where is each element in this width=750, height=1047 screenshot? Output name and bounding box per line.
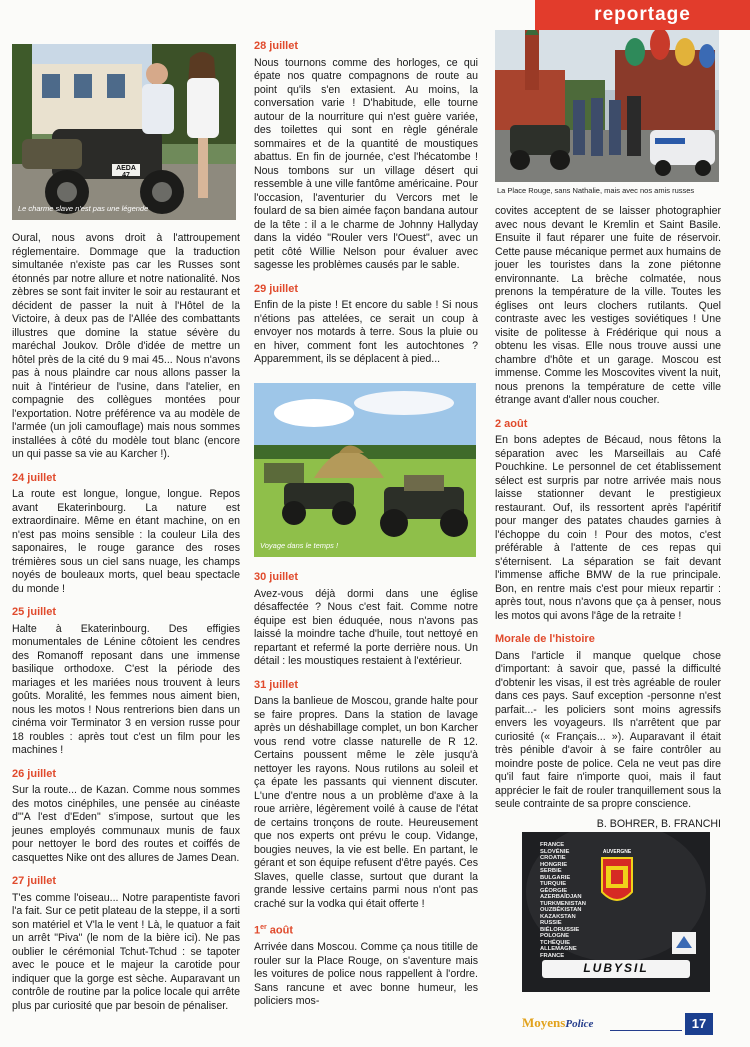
country-item: GÉORGIE <box>540 887 568 894</box>
photo-caption: La Place Rouge, sans Nathalie, mais avec nos amis russes <box>497 186 695 195</box>
paragraph: Dans la banlieue de Moscou, grande halte pour se faire propres. Dans la station de lavage après un déshabillage complet, un bon Karcher vous rend votre classe naturelle de R 12. Certains poussent même le zèle jusqu'à nettoyer les rayons. Nous rutilons au soleil et ça épate les passants qui viennent discuter. L'une d'entre nous a un problème d'axe à la roue arrière, légèrement voilé à cause de l'état de certains tronçons de route. Heureusement que nos experts ont prévu le coup. Vidange, bougies neuves, la vie est belle. En partant, le gérant et son équipe refusent d'être payés. Ces Slaves, quelle classe, surtout que durant la grande lessive certains parmi nous n'ont pas craché sur la vodka qui était offerte ! <box>254 695 478 910</box>
country-item: BIÉLORUSSIE <box>540 926 580 933</box>
date-heading: 29 juillet <box>254 282 299 295</box>
photo-sidecar-women-image <box>12 44 236 220</box>
page-number: 17 <box>685 1013 713 1035</box>
author-signature: B. BOHRER, B. FRANCHI <box>596 817 721 830</box>
section-rubric: reportage <box>535 0 750 30</box>
paragraph: En bons adeptes de Bécaud, nous fêtons la séparation avec les Marseillais au Café Pouchkine. Le personnel de cet établissement sélect est surpris par notre arrivée mais nous laisse stationner devant le prestigieux restaurant. Ouf, ils ressortent après l'apéritif pour manger des patates chaudes garnies à l'échoppe du coin ! Pour des motos, c'est préférable à l'attente de ces repas qui s'éternisent. La séparation se fait devant l'immense affiche BMW de la rue principale. Bon, en rentre mais c'est pour mieux repartir : après tout, nous n'avons que ça à penser, nous les motos qui avons l'âge de la retraite ! <box>495 434 721 622</box>
paragraph: Nous tournons comme des horloges, ce qui épate nos quatre compagnons de route au point qu'ils s'en extasient. Au moins, la conversation varie ! D'habitude, elle tourne autour de la nourriture qui n'est guère variée, des toilettes qui sont en règle générale sommaires et de la quantité de moustiques abattus. En fin de journée, c'est l'hécatombe ! Nous tombons sur un village désert qui ressemble à une ville fantôme américaine. Pour l'occasion, l'aventurier du Vercors met le foulard de sa bien aimée façon bandana autour de la tête : il a le charme de Johnny Hallyday dans la vidéo "Rouler vers l'Ouest", avec un petit côté Willie Nelson pour évaluer avec sagesse les problèmes causés par le sable. <box>254 56 478 271</box>
paragraph: Enfin de la piste ! Et encore du sable ! Si nous n'étions pas attelées, ce serait un coup à envoyer nos motards à terre. Sous la pluie ou en hiver, comment font les autochtones ? Apparemment, ils se déplacent à pied... <box>254 299 478 365</box>
date-heading: 24 juillet <box>12 471 57 484</box>
date-heading: 28 juillet <box>254 40 299 52</box>
paragraph: covites acceptent de se laisser photographier avec nous devant le Kremlin et Saint Basile. Ensuite il faut réparer une fuite de réservoir. Cette pause mécanique permet aux humains de jouer les touristes dans la zone piétonne environnante. La brèche colmatée, nous prenons la température de la ville. Toutes les églises ont leurs clochers rutilants. Quel contraste avec les vestiges soviétiques ! Une visite de politesse à Frédérique qui nous a obtenu les visas. Elle nous trouve aussi une chambre d'hôte et un garage. Moscou est immense. Comme les Moscovites vivent la nuit, nous prenons la température de cette ville étrange avant d'aller nous coucher. <box>495 205 721 406</box>
country-item: TURQUIE <box>540 881 567 887</box>
country-item: POLOGNE <box>540 933 569 939</box>
sticker-country-list <box>540 842 610 959</box>
country-item: FRANCE <box>540 952 565 959</box>
photo-hay-field-image <box>254 383 476 557</box>
country-item: HONGRIE <box>540 861 568 868</box>
article-column-1 <box>12 232 240 1015</box>
paragraph: Arrivée dans Moscou. Comme ça nous titille de rouler sur la Place Rouge, on s'aventure mais les voitures de police nous rappellent à l'ordre. Sans rancune et avec bonne humeur, les policiers mos- <box>254 941 478 1008</box>
section-heading: Morale de l'histoire <box>495 633 595 645</box>
footer-divider <box>610 1030 682 1031</box>
article-column-2-lower <box>254 561 478 1011</box>
photo-caption: Le charme slave n'est pas une légende <box>18 204 149 213</box>
brand-label: LUBYSIL <box>583 961 649 975</box>
date-heading: 27 juillet <box>12 875 57 887</box>
date-heading: 31 juillet <box>254 678 299 691</box>
photo-red-square-image <box>495 30 719 182</box>
article-column-2 <box>254 32 478 369</box>
photo-caption: Voyage dans le temps ! <box>260 541 339 550</box>
article-column-3 <box>495 205 721 831</box>
paragraph: Halte à Ekaterinbourg. Des effigies monumentales de Lénine côtoient les cendres des Romanoff reposant dans une immense basilique orthodoxe. C'est la période des mariages et les mariées nous trouvent à leurs goûts. Moralité, les femmes nous aiment bien, nous les motos ! Nous rentrerions bien dans un cinéma voir Terminator 3 en version russe pour 18 roubles : après tout c'est un film pour les machines ! <box>12 622 240 756</box>
paragraph: T'es comme l'oiseau... Notre parapentiste favori l'a fait. Sur ce petit plateau de la steppe, il a sorti son matériel et V'la le vent ! Là, le quatuor a fait un arrêt "Piva" (le nom de la bière ici). Ne pas oublier le cérémonial Tchut-Tchud : se tapoter avec le pouce et le majeur la carotide pour indiquer que la gorge est sèche. Auparavant un contrôle de routine par la police locale qui arrête plus par curiosité que par besoin de pénaliser. <box>12 891 240 1012</box>
date-heading: 25 juillet <box>12 606 57 618</box>
country-item: AZERBAÏDJAN <box>540 894 582 900</box>
paragraph: Oural, nous avons droit à l'attroupement réglementaire. Dommage que la traduction simultanée n'existe pas car les Russes sont étonnés par notre allure et notre nationalité. Nos zèbres se sont fait inviter le soir au restaurant et décident de passer la nuit à l'Hôtel de la Victoire, à deux pas de l'Allée des combattants illustres que domine la statue sévère du maréchal Joukov. Drôle d'idée de mettre un hôtel près de la cité du 9 mai 45... Nous n'avons pas à nous plaindre car nous allons passer la nuit à l'intérieur de l'usine, dans l'atelier, en compagnie des collègues montées pour l'exportation. Notre préférence va au modèle de l'armée (un joli camouflage) mais nous sommes installées à côté du modèle tout blanc (encore un qui passe sa vie au Karcher !). <box>12 232 240 460</box>
country-item: CROATIE <box>540 855 566 861</box>
country-item: RUSSIE <box>540 920 562 926</box>
photo-sidecar-sticker <box>522 832 710 992</box>
photo-red-square <box>495 30 719 182</box>
paragraph: Avez-vous déjà dormi dans une église désaffectée ? Nous c'est fait. Comme notre équipe est bien éduquée, nous n'avons pas laissé la moindre tache d'huile, tout nettoyé en repartant et refermé la porte derrière nous. Un détail : les moustiques restaient à l'extérieur. <box>254 587 478 667</box>
region-label: AUVERGNE <box>602 849 632 855</box>
country-item: SERBIE <box>540 868 562 874</box>
country-item: OUZBÉKISTAN <box>540 907 582 913</box>
date-heading: 2 août <box>495 417 528 430</box>
photo-sidecar-women <box>12 44 236 220</box>
paragraph: Sur la route... de Kazan. Comme nous sommes des motos cinéphiles, une pensée au cinéaste d'"A l'est d'Eden" s'impose, surtout que les jeunes employés communaux munis de faux pour nettoyer le bord des routes et coiffés de casquettes Nike ont des allures de James Dean. <box>12 784 240 864</box>
date-heading: 1er août <box>254 924 294 937</box>
country-item: ALLEMAGNE <box>540 946 577 952</box>
country-item: BULGARIE <box>540 874 571 881</box>
paragraph: La route est longue, longue, longue. Repos avant Ekaterinbourg. La nature est extraordinaire. Même en étant machine, on en n'est pas moins sensible : la couleur Lila des saponaires, le rouge garance des roses trémières sous un ciel sans nuage, les champs noyés de bouleaux morts, quel beau spectacle du monde ! <box>12 488 240 595</box>
date-heading: 30 juillet <box>254 571 299 583</box>
paragraph: Dans l'article il manque quelque chose d'important: à savoir que, passé la difficulté d'obtenir les visas, il est très agréable de rouler dans ces pays. Sauf exception -personne n'est parfait...- les policiers sont moins agressifs envers les voyageurs. Ils n'arrêtent que par curiosité (« Français... »). Auparavant il était très pénible d'avoir à se faire contrôler au moindre poste de police. Cela ne veut pas dire qu'il faut faire n'importe quoi, mais il faut apprécier le fait de rouler tranquillement sous la seule contrainte de sa propre conscience. <box>495 649 721 810</box>
date-heading: 26 juillet <box>12 767 57 780</box>
license-plate: AEDA 47 <box>116 165 136 179</box>
country-item: TURKMENISTAN <box>540 900 586 907</box>
country-item: SLOVÉNIE <box>540 848 570 855</box>
magazine-logo: MoyensPolice <box>522 1015 594 1030</box>
country-item: TCHÉQUIE <box>540 939 570 946</box>
country-item: FRANCE <box>540 842 565 848</box>
photo-hay-field <box>254 383 476 557</box>
country-item: KAZAKSTAN <box>540 913 576 920</box>
